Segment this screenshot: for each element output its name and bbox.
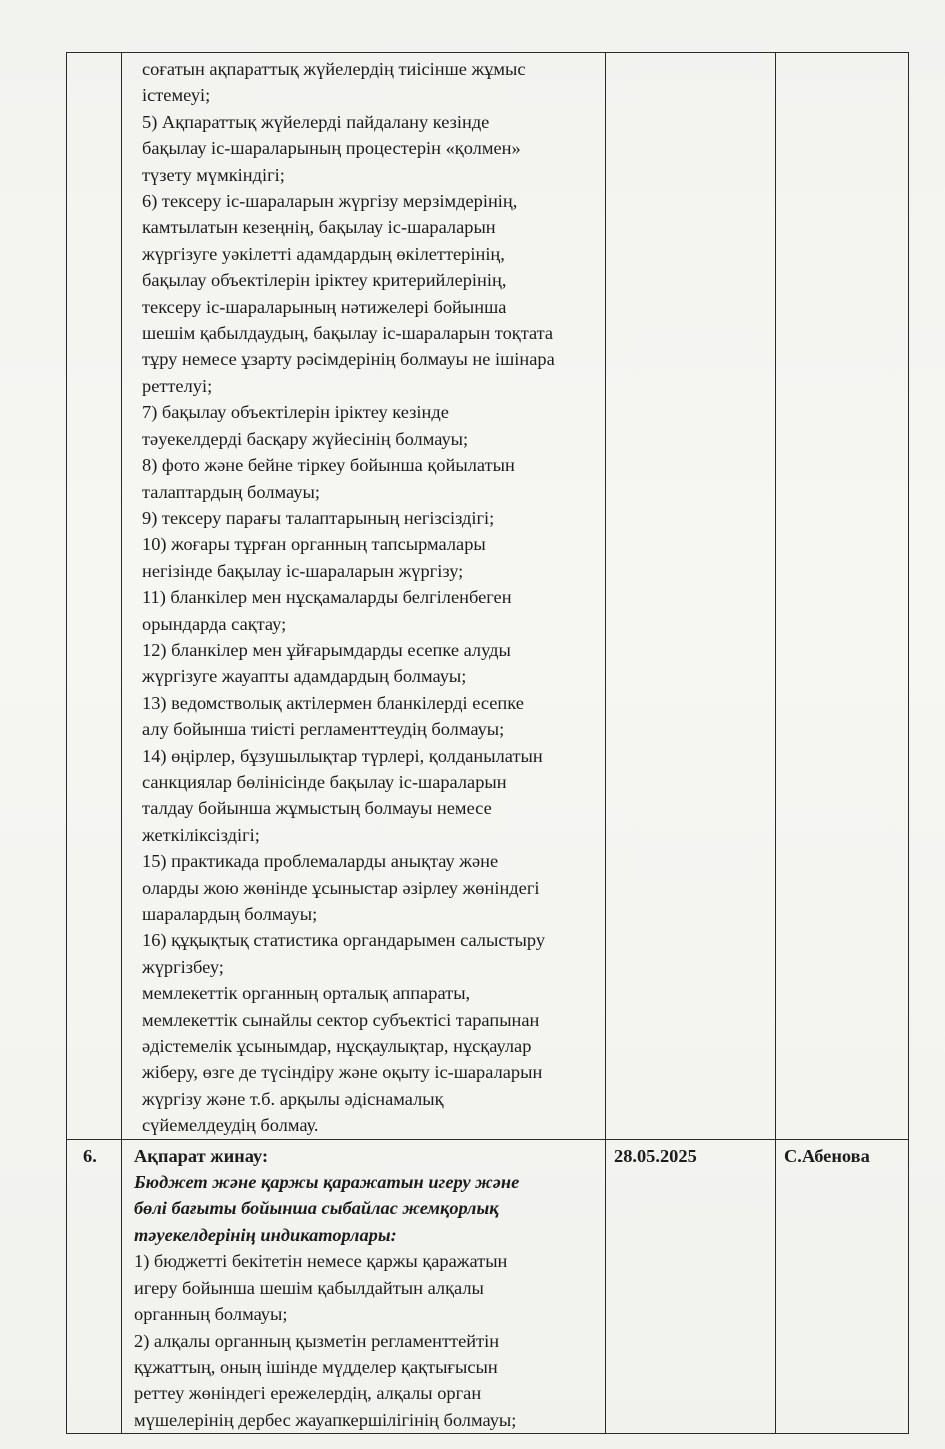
text-line: бақылау іс-шараларының процестерін «қолмен» [142,138,521,159]
text-line: тексеру іс-шараларының нәтижелері бойынша [142,296,507,317]
date-cell [606,53,776,1140]
text-line: талаптардың болмауы; [142,481,320,502]
content-cell [122,53,606,1140]
text-line: 11) бланкілер мен нұсқамаларды белгіленбеген [142,587,512,608]
number-cell [67,53,122,1140]
text-line: 9) тексеру парағы талаптарының негізсіздігі; [142,507,495,528]
text-line: істемеуі; [142,85,211,106]
subheading-line: тәуекелдерінің индикаторлары: [134,1224,397,1245]
text-line: тәуекелдерді басқару жүйесінің болмауы; [142,428,469,449]
text-line: орындарда сақтау; [142,613,287,634]
text-line: санкциялар бөлінісінде бақылау іс-шараларын [142,771,507,792]
text-line: реттелуі; [142,375,213,396]
text-line: жүргізуге уәкілетті адамдардың өкілеттерінің, [142,243,505,264]
content-cell [122,1139,606,1433]
text-line: талдау бойынша жұмыстың болмауы немесе [142,798,492,819]
text-line: жүргізу және т.б. арқылы әдіснамалық [142,1088,444,1109]
text-line: тұру немесе ұзарту рәсімдерінің болмауы не ішінара [142,349,555,370]
text-line: органның болмауы; [134,1304,288,1325]
text-line: 10) жоғары тұрған органның тапсырмалары [142,534,486,555]
row-number: 6. [83,1145,97,1166]
table-row [67,53,909,1140]
subheading-line: Бюджет және қаржы қаражатын игеру және [134,1172,520,1193]
text-line: жеткіліксіздігі; [142,824,260,845]
table-row [67,1139,909,1433]
text-line: 12) бланкілер мен ұйғарымдарды есепке алуды [142,639,511,660]
text-line: 7) бақылау объектілерін іріктеу кезінде [142,402,449,423]
text-line: соғатын ақпараттық жүйелердің тиісінше жұмыс [142,59,526,79]
text-line: шешім қабылдаудың, бақылау іс-шараларын тоқтата [142,323,554,344]
text-line: әдістемелік ұсынымдар, нұсқаулықтар, нұсқаулар [142,1036,532,1057]
text-line: 16) құқықтық статистика органдарымен салыстыру [142,930,546,951]
text-line: оларды жою жөнінде ұсыныстар әзірлеу жөніндегі [142,877,540,898]
text-line: 6) тексеру іс-шараларын жүргізу мерзімдерінің, [142,191,518,212]
text-line: жүргізуге жауапты адамдардың болмауы; [142,666,467,687]
deadline-date: 28.05.2025 [614,1145,697,1166]
content-text [122,1140,605,1433]
text-line: камтылатын кезеңнің, бақылау іс-шараларын [142,217,496,238]
number-cell [67,1139,122,1433]
text-line: 14) өңірлер, бұзушылықтар түрлері, қолданылатын [142,745,543,766]
responsible-person: С.Абенова [784,1145,870,1166]
section-heading: Ақпарат жинау: [134,1145,269,1166]
text-line: 5) Ақпараттық жүйелерді пайдалану кезінде [142,111,490,132]
text-line: 15) практикада проблемаларды анықтау және [142,851,499,872]
content-text [122,53,605,1139]
text-line: сүйемелдеудің болмау. [142,1115,319,1136]
date-cell [606,1139,776,1433]
text-line: реттеу жөніндегі ережелердің, алқалы орган [134,1383,482,1404]
text-line: алу бойынша тиісті регламенттеудің болмауы; [142,719,505,740]
text-line: жүргізбеу; [142,956,224,977]
text-line: мемлекеттік органның орталық аппараты, [142,983,471,1004]
text-line: түзету мүмкіндігі; [142,164,285,185]
text-line: 2) алқалы органның қызметін регламенттейтін [134,1330,500,1351]
text-line: бақылау объектілерін іріктеу критерийлерінің, [142,270,507,291]
plan-table [66,52,909,1434]
text-line: мүшелерінің дербес жауапкершілігінің болмауы; [134,1409,517,1430]
responsible-cell [776,53,909,1140]
text-line: игеру бойынша шешім қабылдайтын алқалы [134,1277,484,1298]
responsible-cell [776,1139,909,1433]
text-line: жіберу, өзге де түсіндіру және оқыту іс-шараларын [142,1062,543,1083]
text-line: 13) ведомстволық актілермен бланкілерді есепке [142,692,524,713]
text-line: негізінде бақылау іс-шараларын жүргізу; [142,560,464,581]
text-line: құжаттың, оның ішінде мүдделер қақтығысын [134,1356,498,1377]
subheading-line: бөлі бағыты бойынша сыбайлас жемқорлық [134,1198,499,1219]
text-line: 1) бюджетті бекітетін немесе қаржы қаражатын [134,1251,508,1272]
text-line: мемлекеттік сынайлы сектор субъектісі тарапынан [142,1009,540,1030]
text-line: 8) фото және бейне тіркеу бойынша қойылатын [142,455,515,476]
text-line: шаралардың болмауы; [142,904,318,924]
